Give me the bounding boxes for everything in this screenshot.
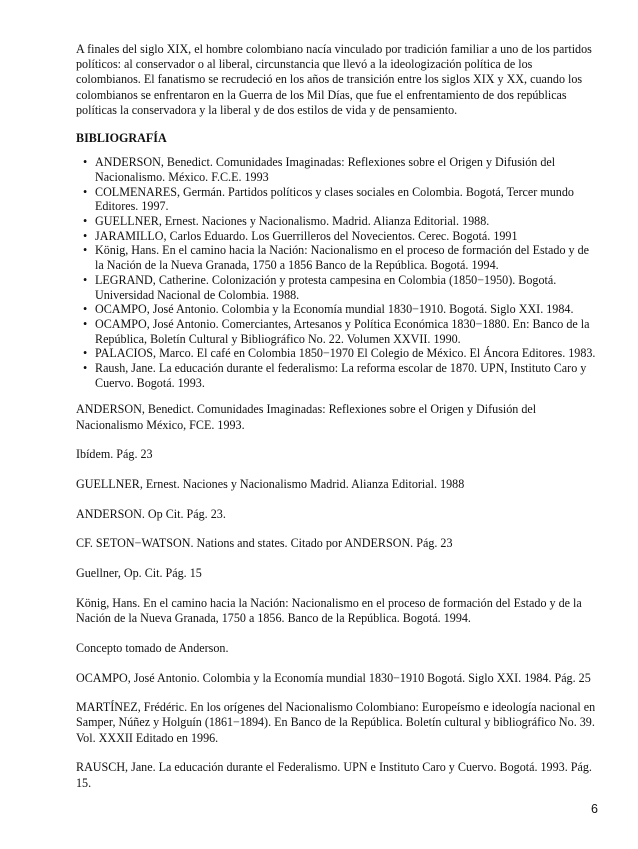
footnote: König, Hans. En el camino hacia la Nación: Nacionalismo en el proceso de formación del Estado y de la Nación de la Nueva Granada, 1750 a 1856. Banco de la República. Bogotá. 1994. [76, 595, 582, 626]
footnote: ANDERSON, Benedict. Comunidades Imaginadas: Reflexiones sobre el Origen y Difusión del Nacionalismo México, FCE. 1993. [76, 402, 537, 432]
footnote: Ibídem. Pág. 23 [76, 447, 153, 462]
footnote: ANDERSON. Op Cit. Pág. 23. [76, 506, 226, 521]
bibliography-item: • PALACIOS, Marco. El café en Colombia 1850−1970 El Colegio de México. El Áncora Editores. 1983. [83, 346, 598, 361]
bibliography-item: • OCAMPO, José Antonio. Comerciantes, Artesanos y Política Económica 1830−1880. En: Banco de la República, Boletín Cultural y Bibliográfico No. 22. Volumen XXVII. 1990. [83, 317, 598, 346]
bibliography-item: • JARAMILLO, Carlos Eduardo. Los Guerrilleros del Novecientos. Cerec. Bogotá. 1991 [83, 229, 598, 244]
footnote: OCAMPO, José Antonio. Colombia y la Economía mundial 1830−1910 Bogotá. Siglo XXI. 1984. Pág. 25 [76, 670, 591, 685]
page-number: 6 [591, 802, 598, 816]
footnote: GUELLNER, Ernest. Naciones y Nacionalismo Madrid. Alianza Editorial. 1988 [76, 477, 465, 492]
footnote: MARTÍNEZ, Frédéric. En los orígenes del Nacionalismo Colombiano: Europeísmo e ideología nacional en Samper, Núñez y Holguín (1861−1894). En Banco de la República. Boletín cultural y bibliográfico No. 39. Vol. XXXII Editado en 1996. [76, 700, 596, 745]
bibliography-item: • OCAMPO, José Antonio. Colombia y la Economía mundial 1830−1910. Bogotá. Siglo XXI. 1984. [83, 302, 598, 317]
intro-paragraph: A finales del siglo XIX, el hombre colombiano nacía vinculado por tradición familiar a uno de los partidos políticos: al conservador o al liberal, circunstancia que llevó a la ideologización política de los colombianos. El fanatismo se recrudeció en los años de transición entre los siglos XIX y XX, cuando los colombianos se enfrentaron en la Guerra de los Mil Días, que fue el enfrentamiento de dos repúblicas políticas la conservadora y la liberal y de dos estilos de vida y de pensamiento. [76, 42, 592, 117]
bibliography-item: • ANDERSON, Benedict. Comunidades Imaginadas: Reflexiones sobre el Origen y Difusión del Nacionalismo. México. F.C.E. 1993 [83, 155, 598, 184]
footnote: Guellner, Op. Cit. Pág. 15 [76, 566, 202, 581]
bibliography-item: • Raush, Jane. La educación durante el federalismo: La reforma escolar de 1870. UPN, Instituto Caro y Cuervo. Bogotá. 1993. [83, 361, 598, 390]
footnotes [76, 402, 598, 790]
bibliography-list [76, 155, 598, 390]
bibliography-item: • GUELLNER, Ernest. Naciones y Nacionalismo. Madrid. Alianza Editorial. 1988. [83, 214, 598, 229]
footnote: CF. SETON−WATSON. Nations and states. Citado por ANDERSON. Pág. 23 [76, 536, 453, 551]
footnote: RAUSCH, Jane. La educación durante el Federalismo. UPN e Instituto Caro y Cuervo. Bogotá. 1993. Pág. 15. [76, 760, 592, 790]
bibliography-item: • LEGRAND, Catherine. Colonización y protesta campesina en Colombia (1850−1950). Bogotá. Universidad Nacional de Colombia. 1988. [83, 273, 598, 302]
bibliography-item: • COLMENARES, Germán. Partidos políticos y clases sociales en Colombia. Bogotá, Tercer mundo Editores. 1997. [83, 185, 598, 214]
footnote: Concepto tomado de Anderson. [76, 640, 229, 655]
bibliography-item: • König, Hans. En el camino hacia la Nación: Nacionalismo en el proceso de formación del Estado y de la Nación de la Nueva Granada, 1750 a 1856 Banco de la República. Bogotá. 1994. [83, 243, 598, 272]
bibliography-heading: BIBLIOGRAFÍA [76, 131, 167, 146]
